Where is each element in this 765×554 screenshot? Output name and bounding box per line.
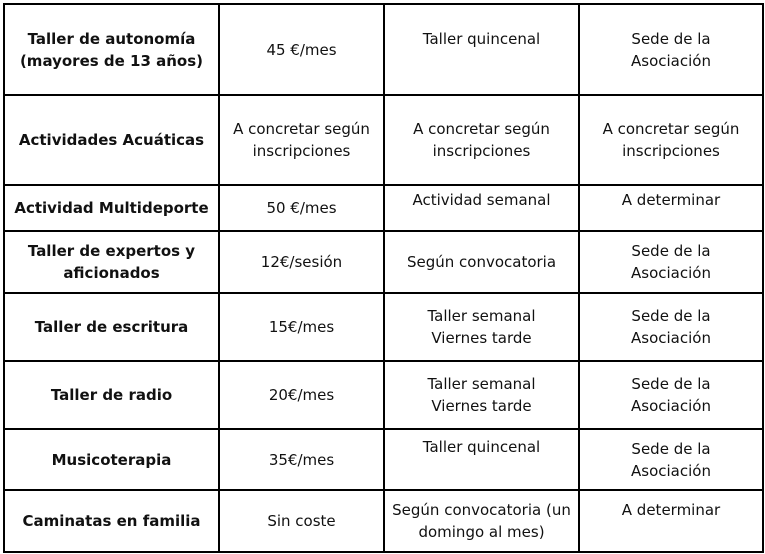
table-row [4,4,763,95]
place-cell: Sede de la Asociación [579,361,763,429]
activities-table [3,3,764,553]
table-row [4,361,763,429]
price-cell: 20€/mes [219,361,384,429]
price-cell: Sin coste [219,490,384,552]
table-row [4,490,763,552]
place-cell: A concretar según inscripciones [579,95,763,185]
frequency-cell: Según convocatoria [384,231,579,293]
place-cell: A determinar [579,490,763,552]
place-cell: Sede de la Asociación [579,429,763,490]
frequency-cell: Según convocatoria (un domingo al mes) [384,490,579,552]
frequency-cell: Taller semanal Viernes tarde [384,361,579,429]
price-cell: 50 €/mes [219,185,384,231]
price-cell: A concretar según inscripciones [219,95,384,185]
activity-cell: Actividades Acuáticas [4,95,219,185]
table-row [4,185,763,231]
table-row [4,293,763,361]
place-cell: Sede de la Asociación [579,231,763,293]
table-row [4,231,763,293]
place-cell: A determinar [579,185,763,231]
table-row [4,429,763,490]
table-row [4,95,763,185]
place-cell: Sede de la Asociación [579,4,763,95]
frequency-cell: A concretar según inscripciones [384,95,579,185]
activity-cell: Caminatas en familia [4,490,219,552]
price-cell: 15€/mes [219,293,384,361]
activity-cell: Taller de escritura [4,293,219,361]
price-cell: 35€/mes [219,429,384,490]
activity-cell: Taller de expertos y aficionados [4,231,219,293]
activity-cell: Actividad Multideporte [4,185,219,231]
activity-cell: Taller de radio [4,361,219,429]
frequency-cell: Actividad semanal [384,185,579,231]
price-cell: 45 €/mes [219,4,384,95]
frequency-cell: Taller quincenal [384,4,579,95]
frequency-cell: Taller quincenal [384,429,579,490]
place-cell: Sede de la Asociación [579,293,763,361]
price-cell: 12€/sesión [219,231,384,293]
activity-cell: Musicoterapia [4,429,219,490]
frequency-cell: Taller semanal Viernes tarde [384,293,579,361]
activity-cell: Taller de autonomía (mayores de 13 años) [4,4,219,95]
